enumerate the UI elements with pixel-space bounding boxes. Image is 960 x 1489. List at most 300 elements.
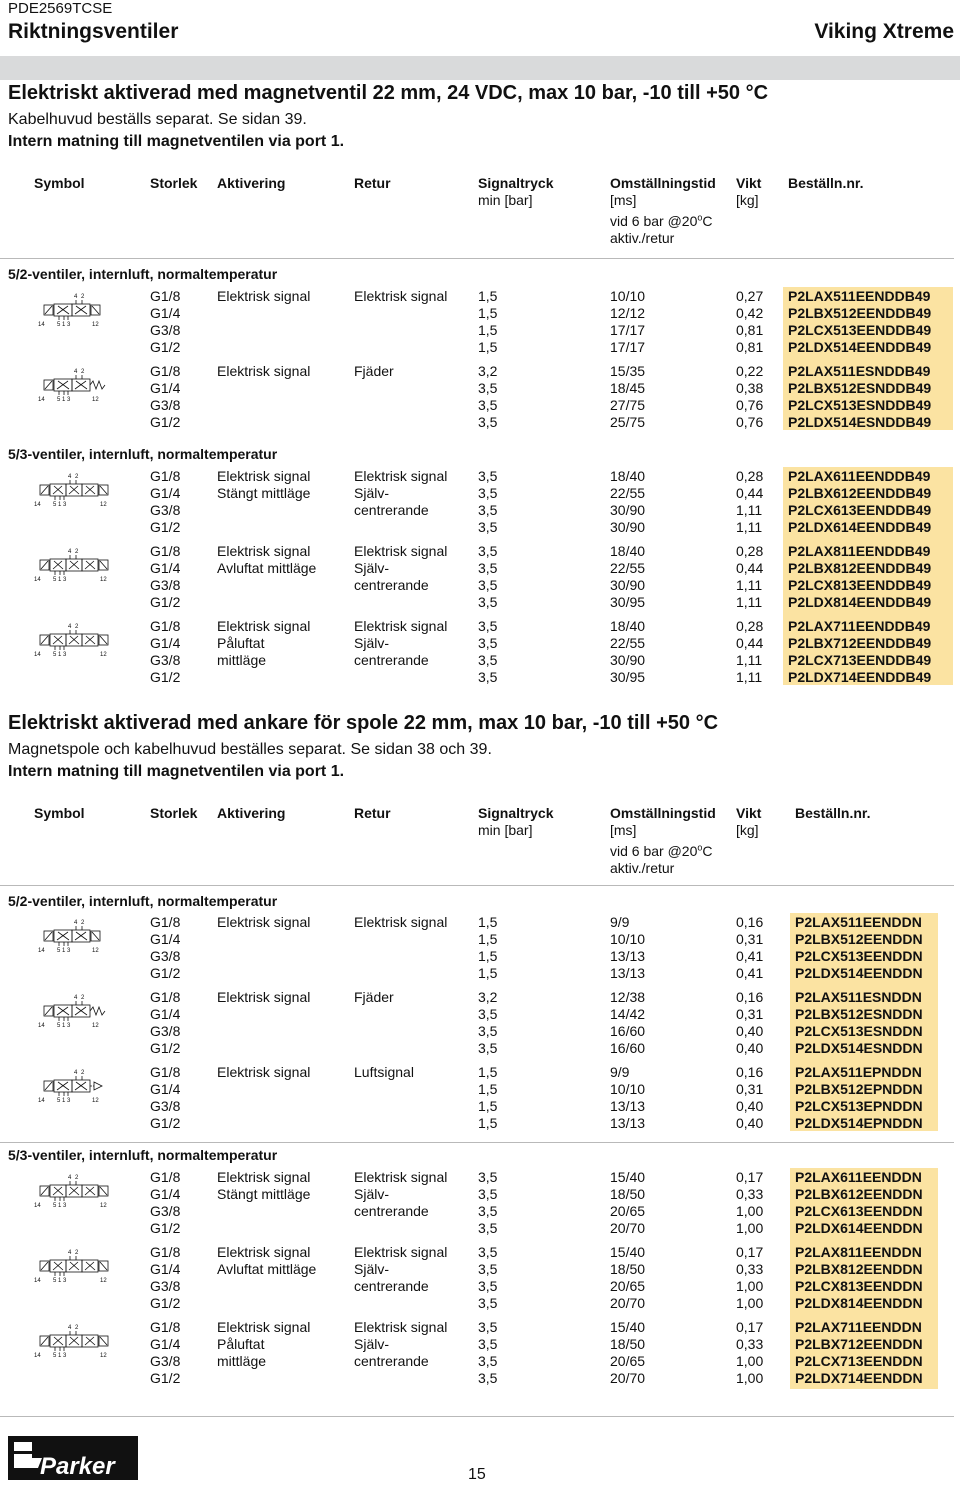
page-number: 15 bbox=[468, 1466, 486, 1483]
cell-order-number: P2LCX513EENDDN bbox=[795, 948, 923, 964]
divider bbox=[0, 885, 954, 886]
cell-signal-pressure: 1,5 bbox=[478, 288, 498, 304]
svg-text:2: 2 bbox=[75, 1325, 79, 1331]
cell-weight: 0,16 bbox=[736, 914, 764, 930]
section1-note: Kabelhuvud beställs separat. Se sidan 39. bbox=[8, 111, 307, 128]
svg-text:14: 14 bbox=[34, 1278, 41, 1284]
cell-weight: 0,28 bbox=[736, 543, 764, 559]
cell-switching-time: 14/42 bbox=[610, 1006, 646, 1022]
cell-signal-pressure: 3,5 bbox=[478, 669, 498, 685]
cell-switching-time: 13/13 bbox=[610, 948, 646, 964]
cell-return: Själv- bbox=[354, 1186, 390, 1202]
cell-order-number: P2LAX511ESNDDB49 bbox=[788, 363, 931, 379]
cell-weight: 0,31 bbox=[736, 1006, 764, 1022]
table-row bbox=[0, 989, 960, 1006]
svg-text:2: 2 bbox=[81, 995, 85, 1001]
cell-switching-time: 30/90 bbox=[610, 652, 646, 668]
cell-actuation: Elektrisk signal bbox=[217, 1064, 311, 1080]
cell-signal-pressure: 1,5 bbox=[478, 305, 498, 321]
cell-actuation: Avluftat mittläge bbox=[217, 1261, 317, 1277]
cell-switching-time: 20/65 bbox=[610, 1278, 646, 1294]
cell-switching-time: 20/65 bbox=[610, 1353, 646, 1369]
cell-size: G1/2 bbox=[150, 519, 181, 535]
cell-return: Fjäder bbox=[354, 989, 394, 1005]
cell-size: G1/8 bbox=[150, 989, 181, 1005]
cell-return: Elektrisk signal bbox=[354, 618, 448, 634]
cell-order-number: P2LAX711EENDDN bbox=[795, 1319, 922, 1335]
group-title-52: 5/2-ventiler, internluft, normaltemperatur bbox=[8, 266, 278, 282]
svg-text:4: 4 bbox=[74, 1070, 78, 1076]
svg-text:2: 2 bbox=[81, 920, 85, 926]
col-time-unit: [ms] bbox=[610, 822, 637, 838]
cell-order-number: P2LBX512ESNDDB49 bbox=[788, 380, 932, 396]
cell-weight: 1,00 bbox=[736, 1203, 764, 1219]
cell-order-number: P2LBX612EENDDB49 bbox=[788, 485, 932, 501]
cell-switching-time: 20/65 bbox=[610, 1203, 646, 1219]
cell-signal-pressure: 3,5 bbox=[478, 380, 498, 396]
table-row bbox=[0, 1098, 960, 1115]
cell-size: G1/8 bbox=[150, 468, 181, 484]
cell-weight: 1,11 bbox=[736, 502, 763, 518]
cell-size: G1/4 bbox=[150, 305, 181, 321]
document-title: Riktningsventiler bbox=[8, 20, 179, 43]
cell-return: Elektrisk signal bbox=[354, 543, 448, 559]
cell-signal-pressure: 3,5 bbox=[478, 1040, 498, 1056]
cell-switching-time: 18/40 bbox=[610, 618, 646, 634]
table-row bbox=[0, 652, 960, 669]
cell-return: Själv- bbox=[354, 485, 390, 501]
col-time-cond: vid 6 bar @20$^o$C bbox=[610, 842, 713, 859]
cell-weight: 0,81 bbox=[736, 339, 764, 355]
cell-signal-pressure: 3,5 bbox=[478, 485, 498, 501]
col-signal: Signaltryck bbox=[478, 805, 554, 821]
cell-signal-pressure: 1,5 bbox=[478, 322, 498, 338]
col-time-unit: [ms] bbox=[610, 192, 637, 208]
cell-signal-pressure: 3,2 bbox=[478, 989, 498, 1005]
cell-signal-pressure: 1,5 bbox=[478, 1064, 498, 1080]
svg-text:5 1 3: 5 1 3 bbox=[53, 502, 67, 508]
svg-text:4: 4 bbox=[68, 474, 72, 480]
cell-signal-pressure: 1,5 bbox=[478, 1098, 498, 1114]
table-row bbox=[0, 669, 960, 686]
svg-text:2: 2 bbox=[81, 1070, 85, 1076]
cell-signal-pressure: 3,5 bbox=[478, 468, 498, 484]
cell-return: centrerande bbox=[354, 1278, 429, 1294]
svg-text:12: 12 bbox=[100, 652, 107, 658]
col-weight: Vikt bbox=[736, 175, 762, 191]
cell-order-number: P2LAX811EENDDB49 bbox=[788, 543, 931, 559]
cell-weight: 1,00 bbox=[736, 1370, 764, 1386]
cell-weight: 0,40 bbox=[736, 1098, 764, 1114]
cell-switching-time: 18/40 bbox=[610, 543, 646, 559]
cell-size: G1/2 bbox=[150, 1295, 181, 1311]
cell-signal-pressure: 3,5 bbox=[478, 1336, 498, 1352]
cell-actuation: mittläge bbox=[217, 652, 267, 668]
svg-text:4: 4 bbox=[68, 1250, 72, 1256]
cell-size: G1/8 bbox=[150, 1319, 181, 1335]
cell-size: G1/2 bbox=[150, 414, 181, 430]
divider bbox=[0, 1416, 954, 1417]
cell-order-number: P2LBX712EENDDN bbox=[795, 1336, 923, 1352]
svg-text:5 1 3: 5 1 3 bbox=[57, 948, 71, 954]
cell-actuation: Påluftat bbox=[217, 635, 265, 651]
cell-weight: 0,44 bbox=[736, 635, 764, 651]
table-row bbox=[0, 1006, 960, 1023]
cell-signal-pressure: 3,5 bbox=[478, 519, 498, 535]
table-row bbox=[0, 594, 960, 611]
cell-weight: 0,17 bbox=[736, 1319, 764, 1335]
divider bbox=[0, 258, 954, 259]
svg-text:14: 14 bbox=[34, 1353, 41, 1359]
cell-switching-time: 10/10 bbox=[610, 931, 646, 947]
col-symbol: Symbol bbox=[34, 805, 85, 821]
table-row bbox=[0, 1319, 960, 1336]
cell-order-number: P2LDX514EPNDDN bbox=[795, 1115, 923, 1131]
cell-signal-pressure: 3,5 bbox=[478, 1244, 498, 1260]
header-band bbox=[0, 56, 960, 80]
table-row bbox=[0, 288, 960, 305]
cell-actuation: Elektrisk signal bbox=[217, 989, 311, 1005]
cell-signal-pressure: 3,5 bbox=[478, 1278, 498, 1294]
svg-text:14: 14 bbox=[38, 1023, 45, 1029]
parker-logo bbox=[8, 1436, 138, 1480]
cell-size: G1/4 bbox=[150, 380, 181, 396]
table-row bbox=[0, 502, 960, 519]
cell-weight: 0,44 bbox=[736, 560, 764, 576]
cell-weight: 0,40 bbox=[736, 1040, 764, 1056]
cell-signal-pressure: 1,5 bbox=[478, 965, 498, 981]
cell-signal-pressure: 3,5 bbox=[478, 1319, 498, 1335]
table-row bbox=[0, 1261, 960, 1278]
cell-signal-pressure: 3,5 bbox=[478, 594, 498, 610]
table-row bbox=[0, 1336, 960, 1353]
cell-return: Elektrisk signal bbox=[354, 468, 448, 484]
cell-size: G1/8 bbox=[150, 543, 181, 559]
cell-switching-time: 18/50 bbox=[610, 1336, 646, 1352]
cell-signal-pressure: 1,5 bbox=[478, 914, 498, 930]
cell-size: G1/4 bbox=[150, 560, 181, 576]
cell-weight: 0,42 bbox=[736, 305, 764, 321]
table-row bbox=[0, 635, 960, 652]
svg-text:12: 12 bbox=[100, 1278, 107, 1284]
cell-return: Fjäder bbox=[354, 363, 394, 379]
table-row bbox=[0, 1244, 960, 1261]
cell-weight: 0,31 bbox=[736, 931, 764, 947]
cell-size: G1/8 bbox=[150, 1064, 181, 1080]
table-row bbox=[0, 1081, 960, 1098]
cell-size: G1/4 bbox=[150, 1336, 181, 1352]
cell-signal-pressure: 1,5 bbox=[478, 1115, 498, 1131]
cell-return: centrerande bbox=[354, 1203, 429, 1219]
col-actuation: Aktivering bbox=[217, 175, 286, 191]
cell-signal-pressure: 3,5 bbox=[478, 1006, 498, 1022]
cell-return: centrerande bbox=[354, 652, 429, 668]
cell-order-number: P2LDX514EENDDN bbox=[795, 965, 923, 981]
table-row bbox=[0, 305, 960, 322]
cell-size: G1/2 bbox=[150, 669, 181, 685]
document-code: PDE2569TCSE bbox=[8, 0, 113, 17]
cell-switching-time: 30/90 bbox=[610, 577, 646, 593]
cell-return: Elektrisk signal bbox=[354, 288, 448, 304]
table-row bbox=[0, 560, 960, 577]
cell-weight: 0,17 bbox=[736, 1244, 764, 1260]
svg-text:14: 14 bbox=[38, 948, 45, 954]
table-row bbox=[0, 1169, 960, 1186]
col-order: Beställn.nr. bbox=[788, 175, 864, 191]
cell-switching-time: 22/55 bbox=[610, 560, 646, 576]
svg-text:12: 12 bbox=[100, 1203, 107, 1209]
cell-signal-pressure: 3,5 bbox=[478, 1169, 498, 1185]
cell-order-number: P2LDX514ESNDDB49 bbox=[788, 414, 932, 430]
col-signal: Signaltryck bbox=[478, 175, 554, 191]
col-time: Omställningstid bbox=[610, 175, 716, 191]
cell-switching-time: 13/13 bbox=[610, 1115, 646, 1131]
svg-text:12: 12 bbox=[100, 502, 107, 508]
table-row bbox=[0, 1064, 960, 1081]
cell-order-number: P2LCX813EENDDN bbox=[795, 1278, 923, 1294]
cell-order-number: P2LDX614EENDDB49 bbox=[788, 519, 932, 535]
table-row bbox=[0, 931, 960, 948]
svg-text:2: 2 bbox=[75, 549, 79, 555]
table-row bbox=[0, 468, 960, 485]
cell-weight: 0,16 bbox=[736, 1064, 764, 1080]
svg-text:4: 4 bbox=[68, 624, 72, 630]
cell-weight: 1,00 bbox=[736, 1220, 764, 1236]
cell-size: G1/8 bbox=[150, 1244, 181, 1260]
cell-signal-pressure: 3,5 bbox=[478, 543, 498, 559]
cell-switching-time: 9/9 bbox=[610, 914, 630, 930]
cell-switching-time: 9/9 bbox=[610, 1064, 630, 1080]
cell-weight: 0,33 bbox=[736, 1336, 764, 1352]
cell-signal-pressure: 3,5 bbox=[478, 618, 498, 634]
svg-text:2: 2 bbox=[75, 474, 79, 480]
cell-size: G3/8 bbox=[150, 1353, 181, 1369]
cell-switching-time: 25/75 bbox=[610, 414, 646, 430]
svg-text:5 1 3: 5 1 3 bbox=[53, 1278, 67, 1284]
cell-actuation: Elektrisk signal bbox=[217, 914, 311, 930]
cell-weight: 1,00 bbox=[736, 1353, 764, 1369]
cell-weight: 0,41 bbox=[736, 965, 764, 981]
cell-size: G1/2 bbox=[150, 1370, 181, 1386]
col-time: Omställningstid bbox=[610, 805, 716, 821]
cell-size: G3/8 bbox=[150, 1278, 181, 1294]
svg-text:12: 12 bbox=[100, 577, 107, 583]
cell-order-number: P2LCX513EPNDDN bbox=[795, 1098, 923, 1114]
cell-order-number: P2LBX512EPNDDN bbox=[795, 1081, 923, 1097]
svg-text:4: 4 bbox=[74, 920, 78, 926]
cell-weight: 0,81 bbox=[736, 322, 764, 338]
table-row bbox=[0, 380, 960, 397]
cell-order-number: P2LCX613EENDDB49 bbox=[788, 502, 932, 518]
table-row bbox=[0, 1203, 960, 1220]
cell-switching-time: 22/55 bbox=[610, 635, 646, 651]
svg-text:4: 4 bbox=[74, 294, 78, 300]
cell-order-number: P2LBX812EENDDB49 bbox=[788, 560, 932, 576]
cell-actuation: Stängt mittläge bbox=[217, 1186, 311, 1202]
section1-supply-note: Intern matning till magnetventilen via port 1. bbox=[8, 133, 345, 150]
svg-text:14: 14 bbox=[34, 577, 41, 583]
cell-signal-pressure: 3,5 bbox=[478, 414, 498, 430]
cell-return: Elektrisk signal bbox=[354, 914, 448, 930]
cell-signal-pressure: 3,5 bbox=[478, 397, 498, 413]
cell-signal-pressure: 3,5 bbox=[478, 560, 498, 576]
cell-switching-time: 30/90 bbox=[610, 502, 646, 518]
cell-actuation: Elektrisk signal bbox=[217, 363, 311, 379]
table-row bbox=[0, 1353, 960, 1370]
col-actuation: Aktivering bbox=[217, 805, 286, 821]
table-row bbox=[0, 339, 960, 356]
cell-signal-pressure: 1,5 bbox=[478, 339, 498, 355]
svg-text:2: 2 bbox=[75, 1175, 79, 1181]
table-row bbox=[0, 322, 960, 339]
cell-order-number: P2LCX613EENDDN bbox=[795, 1203, 923, 1219]
cell-signal-pressure: 3,5 bbox=[478, 1220, 498, 1236]
svg-text:4: 4 bbox=[68, 1325, 72, 1331]
cell-return: Själv- bbox=[354, 635, 390, 651]
cell-size: G1/2 bbox=[150, 1115, 181, 1131]
cell-order-number: P2LCX513ESNDDB49 bbox=[788, 397, 932, 413]
col-time-cond: vid 6 bar @20$^o$C bbox=[610, 212, 713, 229]
col-size: Storlek bbox=[150, 805, 198, 821]
cell-actuation: Påluftat bbox=[217, 1336, 265, 1352]
table-row bbox=[0, 914, 960, 931]
cell-switching-time: 18/50 bbox=[610, 1186, 646, 1202]
col-weight-unit: [kg] bbox=[736, 192, 759, 208]
col-symbol: Symbol bbox=[34, 175, 85, 191]
svg-text:14: 14 bbox=[34, 652, 41, 658]
cell-weight: 0,17 bbox=[736, 1169, 764, 1185]
cell-size: G1/4 bbox=[150, 635, 181, 651]
cell-switching-time: 12/12 bbox=[610, 305, 646, 321]
cell-switching-time: 18/40 bbox=[610, 468, 646, 484]
cell-order-number: P2LAX511EENDDB49 bbox=[788, 288, 931, 304]
cell-weight: 0,40 bbox=[736, 1023, 764, 1039]
cell-actuation: Elektrisk signal bbox=[217, 543, 311, 559]
table-row bbox=[0, 1040, 960, 1057]
svg-text:12: 12 bbox=[92, 948, 99, 954]
cell-switching-time: 30/95 bbox=[610, 594, 646, 610]
cell-weight: 1,11 bbox=[736, 652, 763, 668]
svg-text:2: 2 bbox=[75, 624, 79, 630]
section2-note: Magnetspole och kabelhuvud beställes separat. Se sidan 38 och 39. bbox=[8, 741, 492, 758]
cell-size: G1/8 bbox=[150, 288, 181, 304]
svg-text:5 1 3: 5 1 3 bbox=[57, 1023, 71, 1029]
cell-return: Själv- bbox=[354, 560, 390, 576]
cell-order-number: P2LBX512EENDDN bbox=[795, 931, 923, 947]
cell-signal-pressure: 3,2 bbox=[478, 363, 498, 379]
cell-weight: 0,16 bbox=[736, 989, 764, 1005]
cell-size: G3/8 bbox=[150, 397, 181, 413]
table-row bbox=[0, 1220, 960, 1237]
cell-switching-time: 13/13 bbox=[610, 965, 646, 981]
cell-order-number: P2LCX813EENDDB49 bbox=[788, 577, 932, 593]
cell-size: G3/8 bbox=[150, 1023, 181, 1039]
cell-order-number: P2LBX512EENDDB49 bbox=[788, 305, 932, 321]
cell-switching-time: 20/70 bbox=[610, 1370, 646, 1386]
section1-title: Elektriskt aktiverad med magnetventil 22 mm, 24 VDC, max 10 bar, -10 till +50 °C bbox=[8, 82, 769, 104]
section2-supply-note: Intern matning till magnetventilen via port 1. bbox=[8, 763, 345, 780]
cell-signal-pressure: 3,5 bbox=[478, 1203, 498, 1219]
cell-order-number: P2LBX612EENDDN bbox=[795, 1186, 923, 1202]
cell-weight: 0,31 bbox=[736, 1081, 764, 1097]
cell-signal-pressure: 3,5 bbox=[478, 1023, 498, 1039]
cell-weight: 1,11 bbox=[736, 519, 763, 535]
group-title-53: 5/3-ventiler, internluft, normaltemperatur bbox=[8, 446, 278, 462]
cell-switching-time: 16/60 bbox=[610, 1023, 646, 1039]
col-time-cond2: aktiv./retur bbox=[610, 859, 675, 876]
cell-weight: 0,40 bbox=[736, 1115, 764, 1131]
table-row bbox=[0, 965, 960, 982]
cell-signal-pressure: 3,5 bbox=[478, 502, 498, 518]
table-row bbox=[0, 1115, 960, 1132]
svg-text:12: 12 bbox=[92, 1023, 99, 1029]
table-row bbox=[0, 363, 960, 380]
cell-actuation: Avluftat mittläge bbox=[217, 560, 317, 576]
svg-text:2: 2 bbox=[81, 369, 85, 375]
cell-order-number: P2LBX712EENDDB49 bbox=[788, 635, 932, 651]
group-title-53: 5/3-ventiler, internluft, normaltemperatur bbox=[8, 1147, 278, 1163]
svg-text:4: 4 bbox=[74, 369, 78, 375]
cell-actuation: Elektrisk signal bbox=[217, 468, 311, 484]
cell-return: Själv- bbox=[354, 1261, 390, 1277]
cell-order-number: P2LCX513EENDDB49 bbox=[788, 322, 932, 338]
cell-order-number: P2LAX511EPNDDN bbox=[795, 1064, 922, 1080]
cell-actuation: Elektrisk signal bbox=[217, 288, 311, 304]
cell-switching-time: 18/50 bbox=[610, 1261, 646, 1277]
cell-weight: 0,76 bbox=[736, 397, 764, 413]
svg-text:12: 12 bbox=[92, 322, 99, 328]
cell-signal-pressure: 1,5 bbox=[478, 948, 498, 964]
cell-weight: 0,41 bbox=[736, 948, 764, 964]
logo-wordmark: Parker bbox=[40, 1453, 115, 1480]
cell-size: G1/2 bbox=[150, 594, 181, 610]
cell-signal-pressure: 3,5 bbox=[478, 652, 498, 668]
svg-text:14: 14 bbox=[38, 1098, 45, 1104]
cell-weight: 1,11 bbox=[736, 577, 763, 593]
svg-text:14: 14 bbox=[34, 1203, 41, 1209]
cell-size: G3/8 bbox=[150, 502, 181, 518]
table-row bbox=[0, 519, 960, 536]
cell-switching-time: 10/10 bbox=[610, 1081, 646, 1097]
cell-switching-time: 15/35 bbox=[610, 363, 646, 379]
cell-size: G1/4 bbox=[150, 931, 181, 947]
cell-weight: 0,33 bbox=[736, 1261, 764, 1277]
table-row bbox=[0, 414, 960, 431]
cell-order-number: P2LCX513ESNDDN bbox=[795, 1023, 923, 1039]
cell-return: Elektrisk signal bbox=[354, 1319, 448, 1335]
svg-text:5 1 3: 5 1 3 bbox=[53, 1203, 67, 1209]
svg-text:14: 14 bbox=[38, 397, 45, 403]
table-row bbox=[0, 1186, 960, 1203]
cell-size: G3/8 bbox=[150, 322, 181, 338]
col-weight: Vikt bbox=[736, 805, 762, 821]
cell-return: Själv- bbox=[354, 1336, 390, 1352]
cell-return: Elektrisk signal bbox=[354, 1169, 448, 1185]
group-title-52: 5/2-ventiler, internluft, normaltemperatur bbox=[8, 893, 278, 909]
cell-signal-pressure: 3,5 bbox=[478, 1370, 498, 1386]
cell-signal-pressure: 3,5 bbox=[478, 1353, 498, 1369]
cell-switching-time: 20/70 bbox=[610, 1220, 646, 1236]
table-row bbox=[0, 1295, 960, 1312]
col-size: Storlek bbox=[150, 175, 198, 191]
table-row bbox=[0, 577, 960, 594]
cell-switching-time: 30/95 bbox=[610, 669, 646, 685]
svg-text:4: 4 bbox=[68, 1175, 72, 1181]
cell-switching-time: 13/13 bbox=[610, 1098, 646, 1114]
cell-actuation: Elektrisk signal bbox=[217, 1244, 311, 1260]
table-row bbox=[0, 485, 960, 502]
svg-text:4: 4 bbox=[74, 995, 78, 1001]
